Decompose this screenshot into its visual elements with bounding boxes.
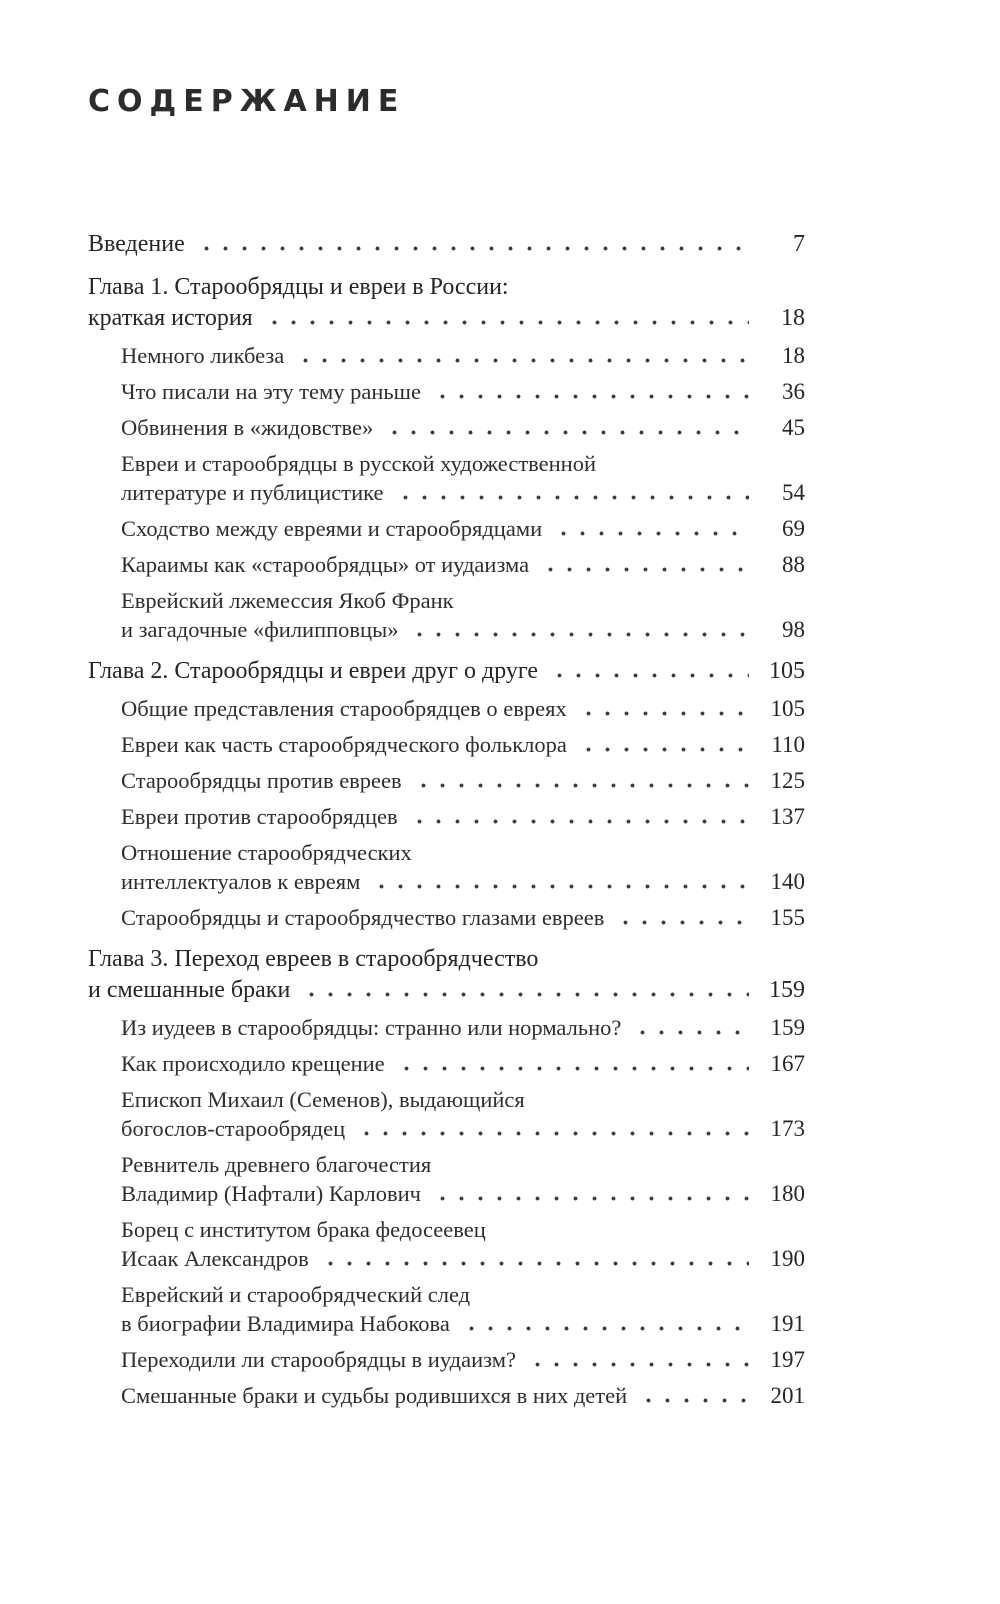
toc-chapter-entry bbox=[88, 944, 805, 1006]
toc-entry-text: Старообрядцы и старообрядчество глазами евреев bbox=[121, 905, 605, 930]
page-title: СОДЕРЖАНИЕ bbox=[88, 84, 406, 119]
dot-leader bbox=[392, 495, 749, 500]
toc-entry-line bbox=[121, 867, 805, 896]
toc-page-number: 54 bbox=[782, 480, 805, 505]
toc-entry-line bbox=[121, 615, 805, 644]
toc-entry-line bbox=[121, 550, 805, 579]
toc-subentry bbox=[88, 838, 805, 896]
toc-entry-text: Введение bbox=[88, 231, 185, 257]
toc-page-number: 201 bbox=[770, 1383, 805, 1408]
toc-entry-line bbox=[121, 1244, 805, 1273]
toc-entry-line bbox=[121, 1085, 805, 1114]
toc-entry-text: Из иудеев в старообрядцы: странно или нормально? bbox=[121, 1015, 622, 1040]
toc-page-number: 88 bbox=[782, 552, 805, 577]
toc-page-number: 36 bbox=[782, 379, 805, 404]
toc-page-number: 105 bbox=[770, 696, 805, 721]
dot-leader bbox=[261, 320, 749, 325]
dot-leader bbox=[410, 783, 749, 788]
toc-entry-line bbox=[121, 514, 805, 543]
toc-entry-line bbox=[121, 1280, 805, 1309]
toc-entry-text: Еврейский лжемессия Якоб Франк bbox=[121, 588, 454, 613]
toc-entry-line bbox=[121, 586, 805, 615]
dot-leader bbox=[381, 430, 749, 435]
toc-entry-text: Евреи как часть старообрядческого фольклора bbox=[121, 732, 567, 757]
toc-subentry bbox=[88, 802, 805, 831]
toc-entry-text: Епископ Михаил (Семенов), выдающийся bbox=[121, 1087, 525, 1112]
toc-entry-text: интеллектуалов к евреям bbox=[121, 869, 361, 894]
toc-page-number: 110 bbox=[771, 732, 805, 757]
toc-entry-text: и смешанные браки bbox=[88, 977, 291, 1003]
toc-subentry bbox=[88, 694, 805, 723]
toc-entry-text: богослов-старообрядец bbox=[121, 1116, 346, 1141]
dot-leader bbox=[429, 394, 749, 399]
toc-subentry bbox=[88, 341, 805, 370]
toc-entry-line bbox=[88, 272, 805, 303]
toc-entry-line bbox=[121, 1381, 805, 1410]
toc-subentry bbox=[88, 449, 805, 507]
toc-entry-text: Владимир (Нафтали) Карлович bbox=[121, 1181, 421, 1206]
dot-leader bbox=[393, 1066, 749, 1071]
toc-entry-text: Исаак Александров bbox=[121, 1246, 309, 1271]
toc-entry-line bbox=[121, 1215, 805, 1244]
toc-entry-line bbox=[121, 1114, 805, 1143]
toc-page-number: 197 bbox=[770, 1347, 805, 1372]
toc-subentry bbox=[88, 550, 805, 579]
toc-entry-text: литературе и публицистике bbox=[121, 480, 384, 505]
toc-entry-text: краткая история bbox=[88, 305, 253, 331]
toc-chapter-entry bbox=[88, 229, 805, 260]
toc-subentry bbox=[88, 413, 805, 442]
toc-entry-line bbox=[88, 229, 805, 260]
dot-leader bbox=[353, 1131, 749, 1136]
toc-entry-text: Как происходило крещение bbox=[121, 1051, 385, 1076]
toc-subentry bbox=[88, 1013, 805, 1042]
toc-page-number: 140 bbox=[770, 869, 805, 894]
toc-subentry bbox=[88, 1345, 805, 1374]
dot-leader bbox=[629, 1030, 749, 1035]
toc-entry-line bbox=[121, 730, 805, 759]
toc-subentry bbox=[88, 1381, 805, 1410]
toc-entry-text: Глава 1. Старообрядцы и евреи в России: bbox=[88, 274, 509, 300]
dot-leader bbox=[575, 711, 749, 716]
toc-entry-text: в биографии Владимира Набокова bbox=[121, 1311, 450, 1336]
toc-entry-text: Глава 2. Старообрядцы и евреи друг о друге bbox=[88, 658, 539, 684]
toc-entry-line bbox=[121, 903, 805, 932]
dot-leader bbox=[193, 246, 749, 251]
toc-subentry bbox=[88, 1085, 805, 1143]
toc-entry-text: Глава 3. Переход евреев в старообрядчество bbox=[88, 946, 539, 972]
toc-subentry bbox=[88, 730, 805, 759]
toc-page-number: 159 bbox=[769, 977, 805, 1003]
toc-page-number: 18 bbox=[782, 343, 805, 368]
toc-entry-line bbox=[121, 413, 805, 442]
toc-subentry bbox=[88, 766, 805, 795]
dot-leader bbox=[368, 884, 749, 889]
toc-entry-line bbox=[121, 838, 805, 867]
toc-entry-line bbox=[121, 802, 805, 831]
toc-entry-text: Сходство между евреями и старообрядцами bbox=[121, 516, 543, 541]
toc-chapter-entry bbox=[88, 272, 805, 334]
toc-entry-line bbox=[121, 1309, 805, 1338]
toc-page-number: 105 bbox=[769, 658, 805, 684]
toc-entry-line bbox=[88, 975, 805, 1006]
toc-page-number: 173 bbox=[770, 1116, 805, 1141]
toc-subentry bbox=[88, 1049, 805, 1078]
toc-page-number: 155 bbox=[770, 905, 805, 930]
toc-entry-line bbox=[121, 341, 805, 370]
toc-entry-text: Караимы как «старообрядцы» от иудаизма bbox=[121, 552, 530, 577]
toc-entry-line bbox=[121, 1049, 805, 1078]
toc-subentry bbox=[88, 903, 805, 932]
toc-entry-text: Евреи и старообрядцы в русской художественной bbox=[121, 451, 597, 476]
toc-chapter-entry bbox=[88, 656, 805, 687]
toc-page-number: 180 bbox=[770, 1181, 805, 1206]
toc-entry-text: Немного ликбеза bbox=[121, 343, 285, 368]
dot-leader bbox=[298, 992, 749, 997]
toc-page-number: 191 bbox=[770, 1311, 805, 1336]
dot-leader bbox=[429, 1196, 749, 1201]
toc-entry-line bbox=[121, 1179, 805, 1208]
toc-entry-text: Смешанные браки и судьбы родившихся в них детей bbox=[121, 1383, 628, 1408]
toc-subentry bbox=[88, 586, 805, 644]
toc-subentry bbox=[88, 1215, 805, 1273]
toc-entry-line bbox=[121, 377, 805, 406]
dot-leader bbox=[524, 1362, 749, 1367]
toc-entry-text: Ревнитель древнего благочестия bbox=[121, 1152, 432, 1177]
toc-entry-text: Старообрядцы против евреев bbox=[121, 768, 402, 793]
dot-leader bbox=[550, 531, 749, 536]
toc-entry-text: Общие представления старообрядцев о евреях bbox=[121, 696, 567, 721]
toc-entry-line bbox=[88, 944, 805, 975]
toc-entry-line bbox=[121, 1150, 805, 1179]
dot-leader bbox=[635, 1398, 749, 1403]
toc-entry-line bbox=[121, 1013, 805, 1042]
toc-entry-text: Евреи против старообрядцев bbox=[121, 804, 398, 829]
toc-entry-line bbox=[121, 694, 805, 723]
dot-leader bbox=[317, 1261, 749, 1266]
toc-entry-line bbox=[88, 303, 805, 334]
toc-page-number: 137 bbox=[770, 804, 805, 829]
toc-entry-text: Обвинения в «жидовстве» bbox=[121, 415, 374, 440]
toc-entry-text: и загадочные «филипповцы» bbox=[121, 617, 399, 642]
dot-leader bbox=[406, 819, 749, 824]
toc-page-number: 159 bbox=[770, 1015, 805, 1040]
toc-page-number: 69 bbox=[782, 516, 805, 541]
toc-entry-line bbox=[121, 1345, 805, 1374]
toc-entry-line bbox=[121, 449, 805, 478]
toc-subentry bbox=[88, 514, 805, 543]
toc-page-number: 190 bbox=[770, 1246, 805, 1271]
dot-leader bbox=[575, 747, 749, 752]
toc-entry-line bbox=[121, 766, 805, 795]
toc-page-number: 7 bbox=[793, 231, 805, 257]
toc-entry-text: Еврейский и старообрядческий след bbox=[121, 1282, 471, 1307]
dot-leader bbox=[612, 920, 749, 925]
toc-page-number: 45 bbox=[782, 415, 805, 440]
toc-entry-text: Что писали на эту тему раньше bbox=[121, 379, 421, 404]
dot-leader bbox=[458, 1326, 749, 1331]
toc-page-number: 18 bbox=[781, 305, 805, 331]
toc-subentry bbox=[88, 377, 805, 406]
dot-leader bbox=[546, 673, 749, 678]
toc-page-number: 167 bbox=[770, 1051, 805, 1076]
toc-page-number: 125 bbox=[770, 768, 805, 793]
toc-entry-text: Переходили ли старообрядцы в иудаизм? bbox=[121, 1347, 516, 1372]
toc-entry-line bbox=[88, 656, 805, 687]
toc-entry-line bbox=[121, 478, 805, 507]
toc-subentry bbox=[88, 1150, 805, 1208]
toc-subentry bbox=[88, 1280, 805, 1338]
dot-leader bbox=[292, 358, 749, 363]
dot-leader bbox=[537, 567, 749, 572]
toc-entry-text: Отношение старообрядческих bbox=[121, 840, 412, 865]
dot-leader bbox=[406, 632, 749, 637]
toc-entry-text: Борец с институтом брака федосеевец bbox=[121, 1217, 486, 1242]
toc-page-number: 98 bbox=[782, 617, 805, 642]
toc-entries bbox=[88, 229, 805, 1410]
